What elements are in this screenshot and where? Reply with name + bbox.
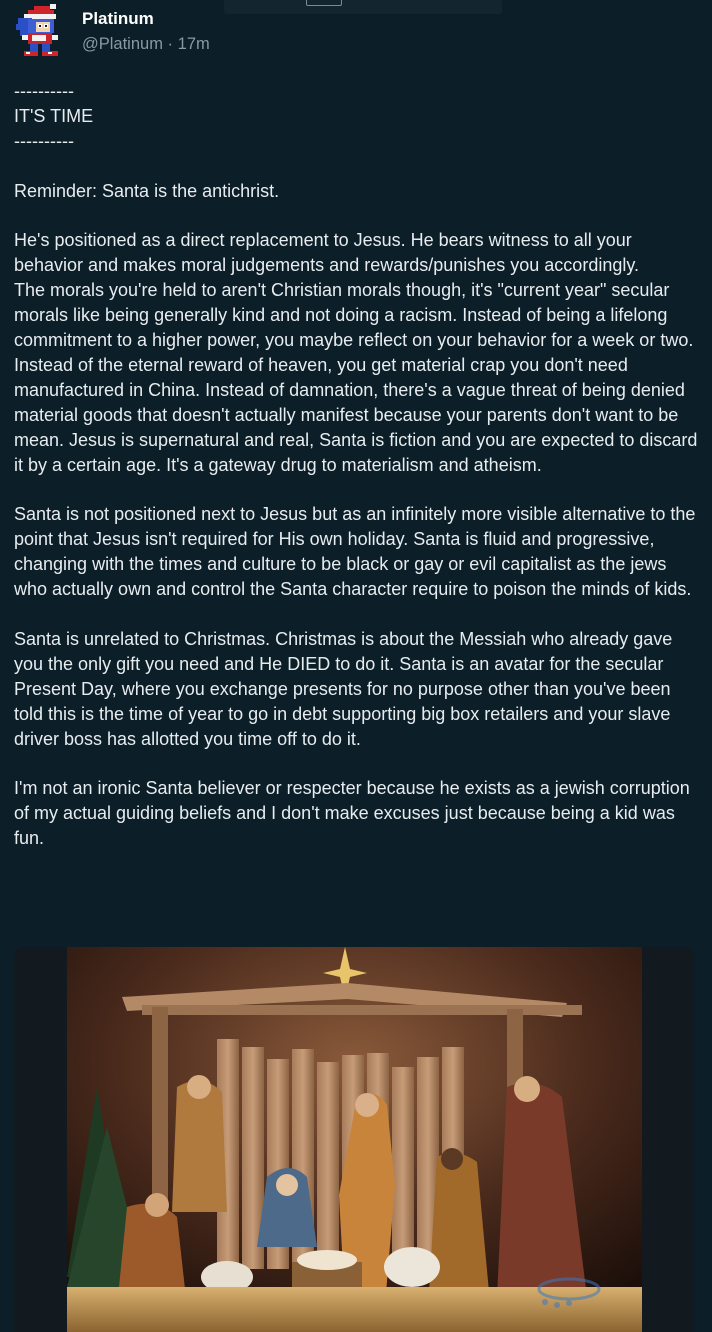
post-paragraph: Santa is not positioned next to Jesus but as an infinitely more visible alternative to the point that Jesus isn't required for His own holiday. Santa is fluid and progressive, changing with the times and culture to be black or gay or evil capitalist as the jews who actually own and control the Santa character require to poison the minds of kids. (14, 504, 701, 600)
post-paragraph-spacer (14, 478, 704, 503)
post-paragraph: Reminder: Santa is the antichrist. (14, 180, 280, 201)
post-media[interactable] (14, 947, 694, 1332)
meta-separator: · (167, 35, 174, 53)
author-handle[interactable]: @Platinum (82, 35, 163, 53)
post-paragraph: Santa is unrelated to Christmas. Christmas is about the Messiah who already gave you the only gift you need and He DIED to do it. Santa is an avatar for the secular Present Day, where you exchange presents for no purpose other than you've been told this is the time of year to go in debt supporting big box retailers and your slave driver boss has allotted you time off to do it. (14, 628, 678, 749)
post-paragraph: ---------- IT'S TIME ---------- (14, 81, 94, 151)
post-paragraph: I'm not an ironic Santa believer or respecter because he exists as a jewish corruption of my actual guiding beliefs and I don't make excuses just because being a kid was fun. (14, 778, 695, 849)
avatar[interactable] (14, 2, 66, 58)
nativity-scene-icon (67, 947, 642, 1332)
post-header (0, 0, 712, 70)
post-timestamp[interactable]: 17m (177, 35, 210, 53)
post-paragraph: He's positioned as a direct replacement to Jesus. He bears witness to all your behavior and makes moral judgements and rewards/punishes you accordingly. The morals you're held to aren't Christian morals though, it's "current year" secular morals like being generally kind and not doing a racism. Instead of being a lifelong commitment to a higher power, you maybe reflect on your behavior for a week or two. Instead of the eternal reward of heaven, you get material crap you don't need manufactured in China. Instead of damnation, there's a vague threat of being denied material goods that doesn't actually manifest because your parents don't want to be mean. Jesus is supernatural and real, Santa is fiction and you are expected to discard it by a certain age. It's a gateway drug to materialism and atheism. (14, 230, 698, 475)
post-paragraph-spacer (14, 204, 704, 229)
nativity-scene-photo[interactable] (67, 947, 642, 1332)
post-paragraph-spacer (14, 602, 704, 627)
author-meta (82, 35, 210, 54)
post-paragraph-spacer (14, 154, 704, 179)
author-display-name[interactable]: Platinum (82, 9, 154, 28)
post-body (14, 79, 704, 851)
post-paragraph-spacer (14, 751, 704, 776)
santa-hat-pixel-avatar-icon (14, 2, 66, 58)
